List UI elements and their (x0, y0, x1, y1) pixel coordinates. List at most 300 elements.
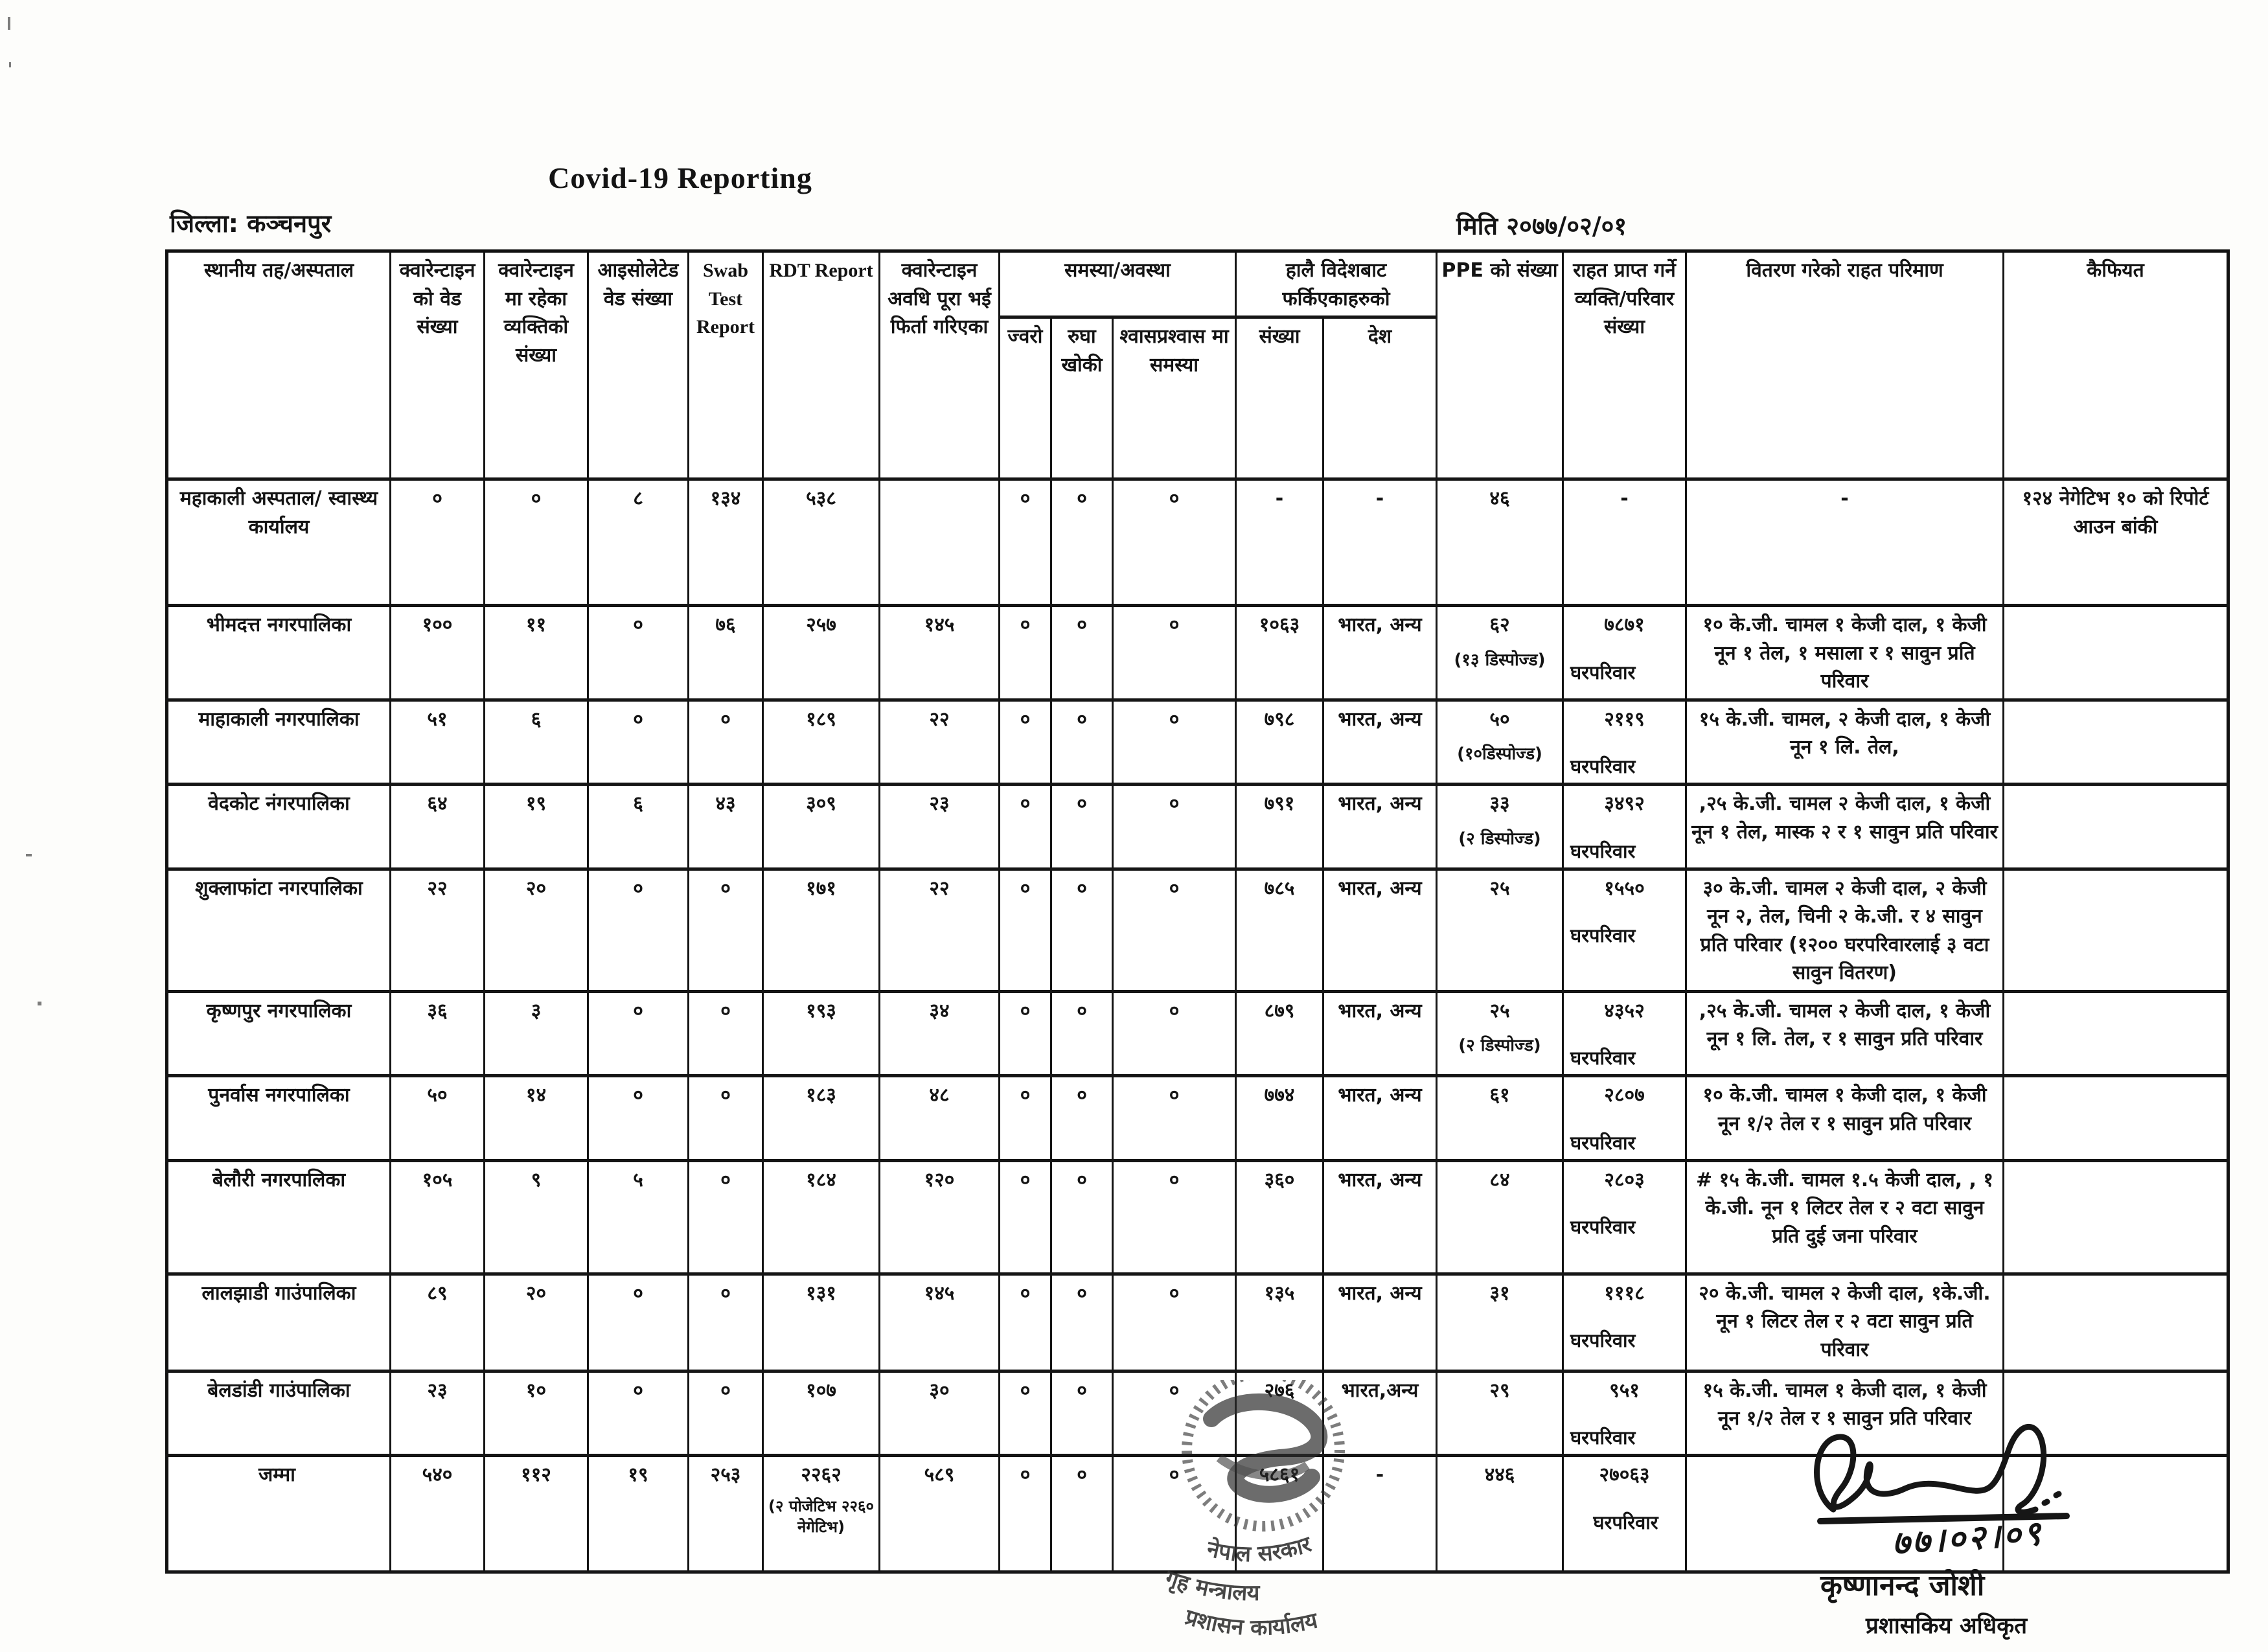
cell-distribution (1686, 991, 2004, 1076)
table-row (167, 606, 2228, 700)
cell-abroad_num-value: १०६३ (1259, 614, 1300, 636)
cell-distribution (1686, 785, 2004, 869)
cell-ppe (1437, 1076, 1563, 1161)
cell-abroad_num-value: २७६ (1264, 1379, 1295, 1402)
cell-relief-value: - (1620, 487, 1629, 510)
cell-abroad_country (1323, 1076, 1437, 1161)
cell-swab (689, 1076, 763, 1161)
cell-breathing-value: ० (1169, 877, 1180, 900)
cell-q_beds-value: २३ (427, 1379, 448, 1402)
cell-q_beds (391, 479, 485, 606)
cell-returned (880, 1160, 1000, 1274)
col-header-swab-test: Swab Test Report (689, 251, 763, 479)
cell-ppe-value: २५ (1489, 877, 1510, 900)
cell-rdt (763, 1371, 880, 1456)
cell-returned (880, 1371, 1000, 1456)
stamp-emblem-blob (1211, 1402, 1319, 1495)
cell-remarks-value: १२४ नेगेटिभ १० को रिपोर्ट आउन बांकी (2022, 487, 2209, 538)
cell-q_persons (485, 869, 588, 991)
cell-breathing-value: ० (1169, 487, 1180, 510)
cell-rdt-value: ३०९ (806, 792, 836, 816)
cell-fever-value: ० (1020, 1379, 1031, 1402)
cell-relief-value: २११९ (1604, 707, 1645, 731)
cell-q_persons-value: ९ (531, 1168, 542, 1191)
cell-returned (880, 785, 1000, 869)
cell-swab (689, 1274, 763, 1371)
scan-artifact (8, 17, 10, 30)
cell-distribution-value: ,२५ के.जी. चामल २ केजी दाल, १ केजी नून १ लि. तेल, र १ सावुन प्रति परिवार (1699, 999, 1991, 1051)
cell-ppe-value: २९ (1489, 1379, 1510, 1402)
district-label: जिल्ला: कञ्चनपुर (170, 209, 332, 238)
cell-name (167, 1371, 391, 1456)
cell-iso_beds-value: ५ (633, 1168, 643, 1191)
cell-relief (1563, 1160, 1686, 1274)
cell-returned-value: २३ (929, 792, 950, 816)
cell-ppe (1437, 1274, 1563, 1371)
cell-iso_beds-value: ० (633, 1379, 643, 1402)
cell-breathing-value: ० (1169, 1463, 1180, 1487)
cell-returned-value: ३० (929, 1379, 950, 1402)
cell-swab (689, 1160, 763, 1274)
cell-cough (1051, 700, 1113, 785)
cell-q_beds-value: १०० (422, 614, 453, 636)
cell-returned (880, 1274, 1000, 1371)
cell-breathing (1113, 1160, 1236, 1274)
cell-breathing (1113, 1076, 1236, 1161)
cell-relief_unit: घरपरिवार (1570, 1427, 1636, 1449)
cell-relief (1563, 1274, 1686, 1371)
cell-relief_unit: घरपरिवार (1570, 924, 1636, 947)
stamp-text-office: प्रशासन कार्यालय (1182, 1604, 1320, 1641)
cell-returned (880, 1076, 1000, 1161)
cell-remarks (2004, 606, 2228, 700)
page-title: Covid-19 Reporting (548, 161, 812, 194)
cell-fever-value: ० (1020, 707, 1031, 731)
cell-relief-value: २८०३ (1604, 1168, 1645, 1191)
cell-fever (1000, 1274, 1051, 1371)
cell-cough-value: ० (1077, 1168, 1087, 1191)
cell-rdt-value: १९३ (806, 999, 836, 1022)
cell-relief-value: ७८७१ (1604, 614, 1645, 636)
cell-ppe (1437, 606, 1563, 700)
cell-remarks (2004, 700, 2228, 785)
covid-report-table (165, 249, 2230, 1574)
table-row (167, 1274, 2228, 1371)
cell-returned-value: १२० (924, 1168, 955, 1191)
cell-ppe (1437, 991, 1563, 1076)
cell-name-value: महाकाली अस्पताल/ स्वास्थ्य कार्यालय (179, 487, 378, 538)
cell-fever (1000, 869, 1051, 991)
cell-abroad_country (1323, 479, 1437, 606)
table-row (167, 869, 2228, 991)
cell-fever-value: ० (1020, 877, 1031, 900)
cell-abroad_num-value: ३६० (1264, 1168, 1295, 1191)
cell-relief (1563, 869, 1686, 991)
cell-ppe (1437, 1160, 1563, 1274)
cell-q_beds (391, 1456, 485, 1572)
cell-ppe-value: ८४ (1489, 1168, 1510, 1191)
cell-cough-value: ० (1077, 1463, 1087, 1487)
cell-q_persons-value: ३ (531, 999, 542, 1022)
cell-name-value: बेलडांडी गाउंपालिका (207, 1379, 350, 1402)
cell-abroad_num-value: ७८५ (1264, 877, 1295, 900)
table-row (167, 785, 2228, 869)
col-header-cough: रुघा खोकी (1051, 317, 1113, 479)
signature-block (1794, 1412, 2248, 1640)
cell-abroad_num (1236, 1076, 1323, 1161)
cell-distribution (1686, 1274, 2004, 1371)
cell-distribution-value: १५ के.जी. चामल १ केजी दाल, १ केजी नून १/२ तेल र १ सावुन प्रति परिवार (1702, 1379, 1987, 1430)
cell-rdt (763, 606, 880, 700)
cell-name-value: वेदकोट नंगरपालिका (208, 792, 350, 816)
cell-q_beds (391, 1371, 485, 1456)
cell-rdt (763, 991, 880, 1076)
cell-ppe-value: ४६ (1489, 487, 1510, 510)
cell-name-value: शुक्लाफांटा नगरपालिका (195, 877, 363, 900)
cell-swab-value: ० (720, 1379, 731, 1402)
cell-fever-value: ० (1020, 1084, 1031, 1107)
cell-returned-value: ५८९ (924, 1463, 955, 1487)
cell-distribution-value: - (1840, 487, 1849, 510)
cell-returned (880, 606, 1000, 700)
cell-fever (1000, 1456, 1051, 1572)
cell-q_beds-value: १०५ (422, 1168, 453, 1191)
cell-distribution-value: # १५ के.जी. चामल १.५ केजी दाल, , १ के.जी. नून १ लिटर तेल र २ वटा सावुन प्रति दुई जना परिवार (1696, 1168, 1993, 1248)
cell-relief_unit: घरपरिवार (1593, 1511, 1658, 1533)
cell-q_persons (485, 1076, 588, 1161)
cell-fever (1000, 1076, 1051, 1161)
cell-rdt-value: १८९ (806, 707, 836, 731)
col-header-isolated-beds: आइसोलेटेड वेड संख्या (588, 251, 689, 479)
cell-q_beds-value: ० (432, 487, 442, 510)
cell-returned (880, 479, 1000, 606)
cell-q_persons (485, 991, 588, 1076)
cell-remarks (2004, 1076, 2228, 1161)
cell-distribution-value: १० के.जी. चामल १ केजी दाल, १ केजी नून १ तेल, १ मसाला र १ सावुन प्रति परिवार (1702, 614, 1987, 693)
cell-returned (880, 700, 1000, 785)
cell-q_persons-value: ० (531, 487, 542, 510)
cell-abroad_country (1323, 606, 1437, 700)
cell-name (167, 1456, 391, 1572)
cell-q_beds (391, 700, 485, 785)
cell-name (167, 1076, 391, 1161)
cell-iso_beds-value: ० (633, 1281, 643, 1305)
cell-name-value: लालझाडी गाउंपालिका (201, 1281, 356, 1305)
col-header-remarks: कैफियत (2004, 251, 2228, 479)
cell-rdt (763, 1456, 880, 1572)
cell-q_persons-value: २० (525, 877, 547, 900)
cell-breathing-value: ० (1169, 1084, 1180, 1107)
cell-abroad_num-value: ७७४ (1264, 1084, 1295, 1107)
cell-rdt (763, 1076, 880, 1161)
cell-q_persons (485, 1456, 588, 1572)
cell-relief-value: १५५० (1604, 877, 1645, 900)
cell-name-value: कृष्णपुर नगरपालिका (206, 999, 352, 1022)
cell-breathing-value: ० (1169, 792, 1180, 816)
cell-fever-value: ० (1020, 1281, 1031, 1305)
cell-cough-value: ० (1077, 1281, 1087, 1305)
cell-name-value: माहाकाली नगरपालिका (198, 707, 360, 731)
cell-q_persons (485, 1160, 588, 1274)
cell-returned (880, 869, 1000, 991)
cell-swab (689, 606, 763, 700)
cell-relief_unit: घरपरिवार (1570, 755, 1636, 777)
cell-breathing (1113, 606, 1236, 700)
cell-abroad_num-value: ५८६१ (1259, 1463, 1300, 1487)
cell-distribution-value: १० के.जी. चामल १ केजी दाल, १ केजी नून १/२ तेल र १ सावुन प्रति परिवार (1702, 1084, 1987, 1135)
cell-abroad_country (1323, 1160, 1437, 1274)
cell-relief (1563, 479, 1686, 606)
cell-relief-value: २८०७ (1604, 1084, 1645, 1107)
cell-swab (689, 869, 763, 991)
cell-breathing (1113, 991, 1236, 1076)
cell-relief-value: १११८ (1604, 1281, 1645, 1305)
cell-swab-value: १३४ (710, 487, 741, 510)
cell-ppe-value: ५० (1489, 707, 1510, 731)
cell-cough-value: ० (1077, 999, 1087, 1022)
cell-ppe (1437, 700, 1563, 785)
cell-relief_unit: घरपरिवार (1570, 1131, 1636, 1154)
cell-fever (1000, 1160, 1051, 1274)
cell-iso_beds (588, 1456, 689, 1572)
cell-relief-value: ४३५२ (1604, 999, 1645, 1022)
cell-relief_unit: घरपरिवार (1570, 1329, 1636, 1352)
cell-abroad_country-value: भारत, अन्य (1338, 1168, 1422, 1191)
col-header-problem-group: समस्या/अवस्था (1000, 251, 1236, 317)
cell-remarks (2004, 991, 2228, 1076)
cell-name (167, 700, 391, 785)
cell-swab-value: ० (720, 1084, 731, 1107)
cell-name (167, 785, 391, 869)
cell-cough-value: ० (1077, 792, 1087, 816)
cell-ppe-value: ४४६ (1484, 1463, 1515, 1487)
cell-iso_beds-value: ० (633, 1084, 643, 1107)
cell-iso_beds-value: ० (633, 999, 643, 1022)
cell-q_beds (391, 991, 485, 1076)
cell-abroad_country-value: भारत, अन्य (1338, 707, 1422, 731)
cell-q_beds-value: ५१ (427, 707, 448, 731)
cell-iso_beds (588, 991, 689, 1076)
cell-distribution (1686, 606, 2004, 700)
cell-remarks (2004, 479, 2228, 606)
cell-ppe (1437, 869, 1563, 991)
cell-distribution (1686, 700, 2004, 785)
cell-cough (1051, 606, 1113, 700)
cell-abroad_num (1236, 606, 1323, 700)
cell-q_persons-value: ११ (525, 614, 547, 636)
cell-q_persons-value: ११२ (521, 1463, 551, 1487)
cell-breathing-value: ० (1169, 614, 1180, 636)
scan-artifact (9, 62, 11, 67)
cell-rdt-value: १८३ (806, 1084, 836, 1107)
cell-q_persons (485, 479, 588, 606)
cell-iso_beds (588, 1076, 689, 1161)
cell-ppe (1437, 785, 1563, 869)
cell-q_beds (391, 606, 485, 700)
cell-rdt-value: ५३८ (806, 487, 836, 510)
official-stamp (1049, 1380, 1490, 1652)
table-row (167, 1160, 2228, 1274)
cell-abroad_country-value: भारत, अन्य (1338, 999, 1422, 1022)
cell-fever (1000, 700, 1051, 785)
cell-iso_beds-value: १९ (628, 1463, 648, 1487)
cell-ppe_note: (१३ डिस्पोज्ड) (1454, 650, 1546, 670)
cell-abroad_num (1236, 700, 1323, 785)
cell-abroad_num (1236, 991, 1323, 1076)
cell-breathing-value: ० (1169, 1281, 1180, 1305)
signature-date: ७७।०२।०९ (1890, 1513, 2045, 1564)
cell-cough (1051, 991, 1113, 1076)
cell-distribution-value: ३० के.जी. चामल २ केजी दाल, २ केजी नून २, तेल, चिनी २ के.जी. र ४ सावुन प्रति परिवार (१२०० घरपरिवारलाई ३ वटा सावुन वितरण) (1700, 877, 1989, 985)
cell-abroad_country-value: भारत, अन्य (1338, 614, 1422, 636)
cell-abroad_num (1236, 785, 1323, 869)
stamp-text-ministry: गृह मन्त्रालय (1162, 1565, 1260, 1607)
cell-returned-value: ३४ (929, 999, 950, 1022)
cell-abroad_country (1323, 1274, 1437, 1371)
cell-q_persons-value: ६ (531, 707, 542, 731)
cell-q_persons-value: १९ (525, 792, 547, 816)
col-header-quarantine-beds: क्वारेन्टाइन को वेड संख्या (391, 251, 485, 479)
cell-swab-value: ० (720, 707, 731, 731)
cell-iso_beds-value: ८ (633, 487, 643, 510)
cell-name-value: जम्मा (258, 1463, 295, 1487)
cell-q_persons-value: १४ (525, 1084, 547, 1107)
cell-q_beds-value: ५४० (422, 1463, 453, 1487)
cell-abroad_country (1323, 785, 1437, 869)
cell-rdt (763, 785, 880, 869)
cell-iso_beds-value: ० (633, 614, 643, 636)
cell-breathing (1113, 479, 1236, 606)
cell-relief_unit: घरपरिवार (1570, 840, 1636, 862)
cell-fever (1000, 785, 1051, 869)
cell-swab (689, 479, 763, 606)
cell-returned-value: २२ (929, 877, 950, 900)
cell-swab-value: ० (720, 877, 731, 900)
cell-abroad_country-value: - (1375, 487, 1384, 510)
cell-name (167, 479, 391, 606)
cell-iso_beds (588, 1274, 689, 1371)
cell-cough-value: ० (1077, 707, 1087, 731)
cell-distribution-value: ,२५ के.जी. चामल २ केजी दाल, १ केजी नून १ तेल, मास्क २ र १ सावुन प्रति परिवार (1691, 792, 1998, 843)
cell-cough (1051, 1274, 1113, 1371)
col-header-abroad-number: संख्या (1236, 317, 1323, 479)
cell-abroad_num (1236, 1160, 1323, 1274)
cell-rdt (763, 700, 880, 785)
cell-abroad_country-value: - (1375, 1463, 1384, 1487)
cell-fever (1000, 1371, 1051, 1456)
cell-cough-value: ० (1077, 487, 1087, 510)
col-header-breathing: श्वासप्रश्वास मा समस्या (1113, 317, 1236, 479)
cell-ppe-value: ३१ (1489, 1281, 1510, 1305)
cell-remarks (2004, 1160, 2228, 1274)
cell-swab-value: २५३ (710, 1463, 741, 1487)
cell-q_persons (485, 606, 588, 700)
cell-q_beds-value: ३६ (427, 999, 448, 1022)
cell-rdt (763, 1160, 880, 1274)
col-header-abroad-group: हालै विदेशबाट फर्किएकाहरुको (1236, 251, 1437, 317)
cell-fever-value: ० (1020, 1168, 1031, 1191)
cell-iso_beds-value: ० (633, 877, 643, 900)
col-header-abroad-country: देश (1323, 317, 1437, 479)
cell-rdt-value: १८४ (806, 1168, 836, 1191)
cell-rdt-value: १०७ (806, 1379, 836, 1402)
signatory-title: प्रशासकिय अधिकृत (1866, 1613, 2028, 1639)
cell-fever-value: ० (1020, 792, 1031, 816)
col-header-relief-recipients: राहत प्राप्त गर्ने व्यक्ति/परिवार संख्या (1563, 251, 1686, 479)
cell-breathing (1113, 700, 1236, 785)
cell-q_persons (485, 1274, 588, 1371)
cell-fever-value: ० (1020, 487, 1031, 510)
cell-q_beds (391, 1274, 485, 1371)
cell-breathing (1113, 785, 1236, 869)
cell-abroad_num-value: ७९१ (1264, 792, 1295, 816)
cell-ppe-value: २५ (1489, 999, 1510, 1022)
cell-fever-value: ० (1020, 999, 1031, 1022)
scan-artifact (38, 1002, 41, 1005)
cell-ppe-value: ६२ (1489, 614, 1510, 636)
cell-q_persons (485, 700, 588, 785)
cell-breathing (1113, 1274, 1236, 1371)
cell-distribution-value: १५ के.जी. चामल, २ केजी दाल, १ केजी नून १ लि. तेल, (1699, 707, 1991, 759)
cell-distribution-value: २० के.जी. चामल २ केजी दाल, १के.जी. नून १ लिटर तेल र २ वटा सावुन प्रति परिवार (1699, 1281, 1991, 1361)
cell-breathing-value: ० (1169, 1168, 1180, 1191)
cell-iso_beds (588, 700, 689, 785)
cell-returned (880, 991, 1000, 1076)
stamp-text-government: नेपाल सरकार (1204, 1531, 1315, 1568)
cell-name (167, 1160, 391, 1274)
col-header-quarantine-persons: क्वारेन्टाइन मा रहेका व्यक्तिको संख्या (485, 251, 588, 479)
cell-swab-value: ० (720, 999, 731, 1022)
cell-relief-value: ९५१ (1609, 1379, 1640, 1402)
cell-swab-value: ० (720, 1168, 731, 1191)
cell-relief_unit: घरपरिवार (1570, 1047, 1636, 1070)
cell-abroad_country-value: भारत,अन्य (1341, 1379, 1419, 1402)
cell-abroad_country-value: भारत, अन्य (1338, 1084, 1422, 1107)
cell-cough-value: ० (1077, 614, 1087, 636)
cell-abroad_country-value: भारत, अन्य (1338, 792, 1422, 816)
cell-swab-value: ० (720, 1281, 731, 1305)
cell-abroad_num-value: ८७९ (1264, 999, 1295, 1022)
cell-relief (1563, 1456, 1686, 1572)
cell-remarks (2004, 869, 2228, 991)
cell-fever-value: ० (1020, 614, 1031, 636)
cell-swab-value: ४३ (715, 792, 736, 816)
cell-distribution (1686, 1076, 2004, 1161)
cell-swab (689, 785, 763, 869)
col-header-ppe: PPE को संख्या (1437, 251, 1563, 479)
cell-breathing-value: ० (1169, 999, 1180, 1022)
cell-cough (1051, 479, 1113, 606)
cell-q_beds (391, 869, 485, 991)
cell-rdt-value: १३१ (806, 1281, 836, 1305)
cell-relief-value: ३४९२ (1604, 792, 1645, 816)
cell-distribution (1686, 479, 2004, 606)
cell-q_beds-value: २२ (427, 877, 448, 900)
cell-swab (689, 1371, 763, 1456)
cell-rdt-value: २२६२ (801, 1463, 842, 1487)
cell-q_beds (391, 785, 485, 869)
cell-ppe-value: ३३ (1489, 792, 1510, 816)
cell-name-value: बेलौरी नगरपालिका (212, 1168, 346, 1191)
cell-rdt (763, 479, 880, 606)
cell-fever (1000, 479, 1051, 606)
cell-relief (1563, 700, 1686, 785)
cell-rdt-value: १७१ (806, 877, 836, 900)
table-row (167, 991, 2228, 1076)
cell-ppe_note: (२ डिस्पोज्ड) (1458, 1036, 1541, 1056)
table-header (167, 251, 2228, 479)
cell-q_persons (485, 1371, 588, 1456)
